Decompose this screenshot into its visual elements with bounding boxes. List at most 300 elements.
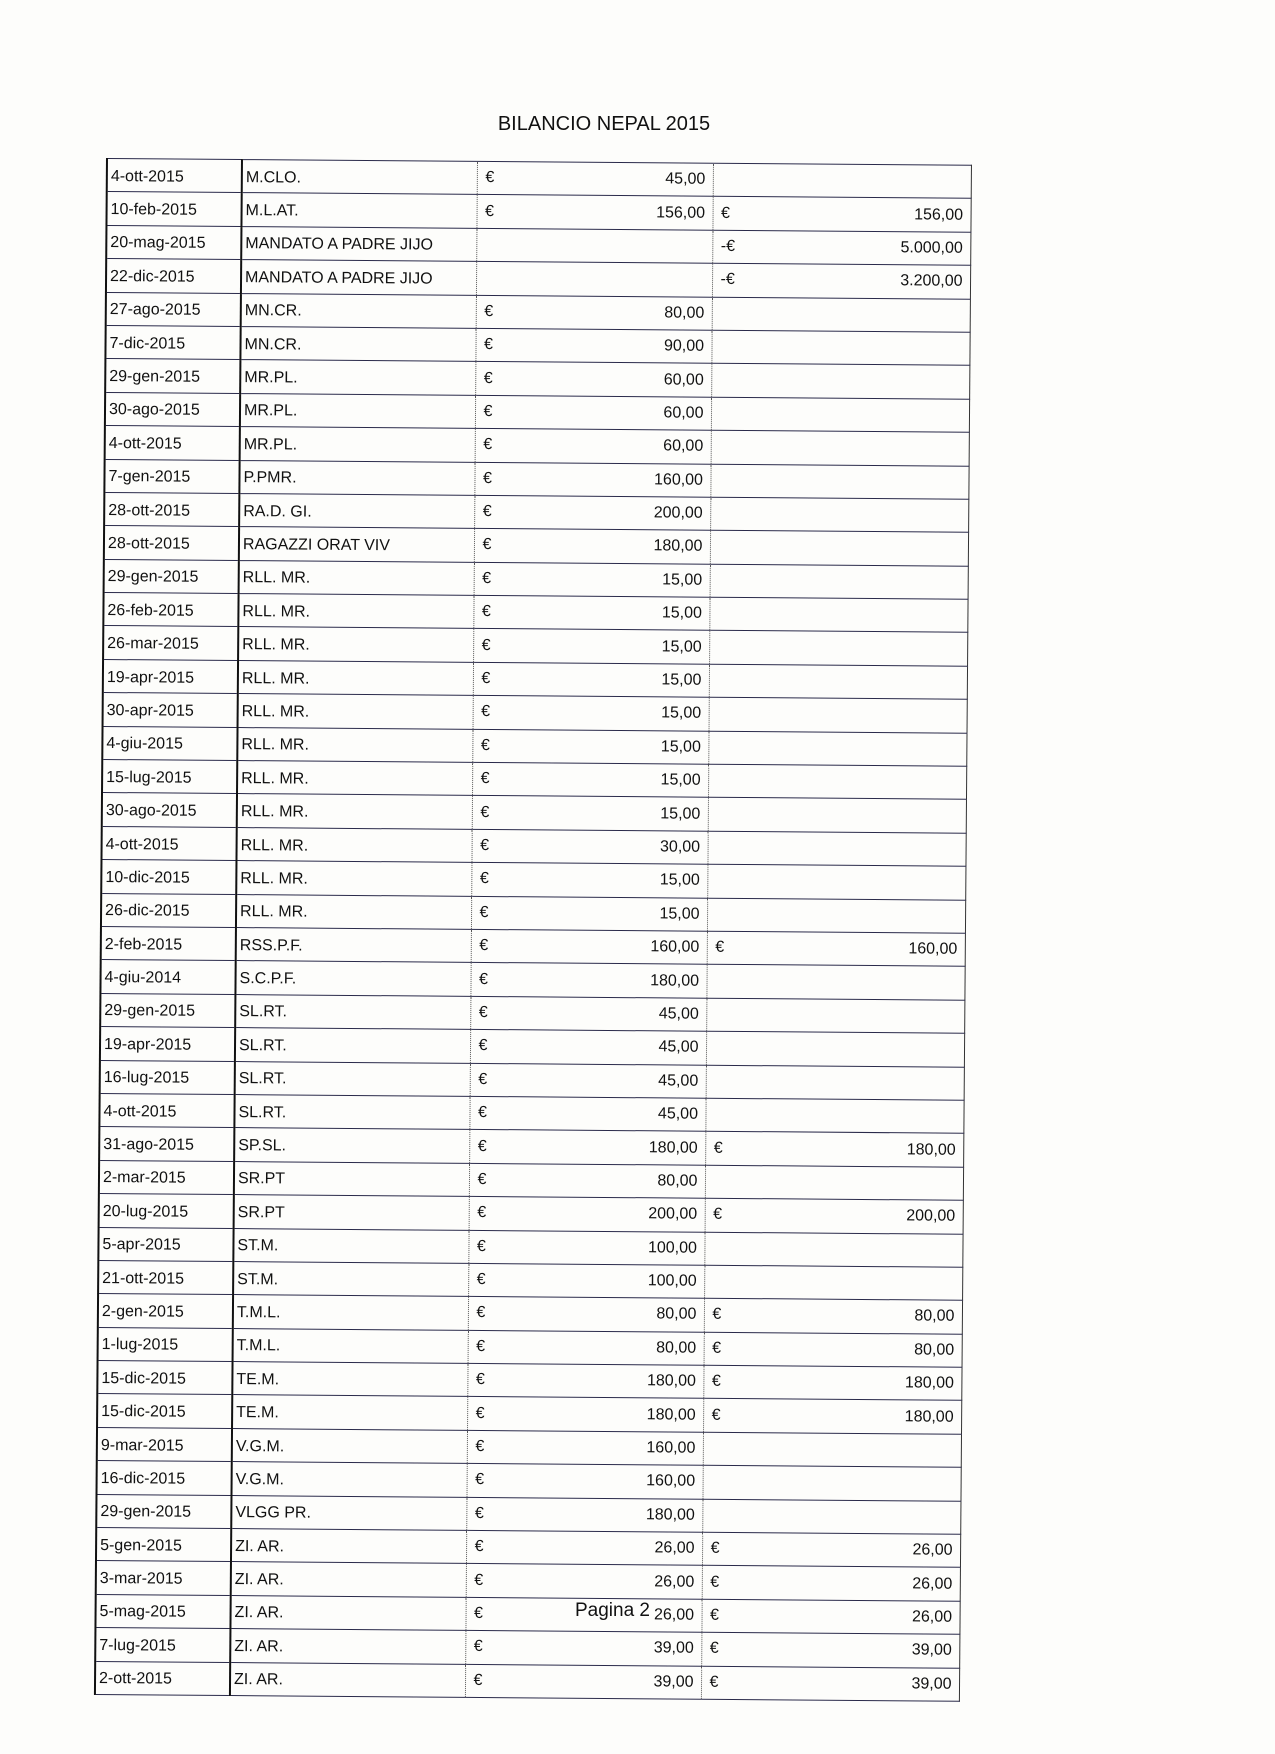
amount-currency: € xyxy=(485,202,495,220)
date-cell xyxy=(106,192,241,226)
description-text: ZI. AR. xyxy=(234,1604,284,1622)
second-amount-cell xyxy=(711,430,969,465)
second-amount-value: 180,00 xyxy=(904,1407,954,1426)
date-text: 28-ott-2015 xyxy=(108,501,191,520)
amount-cell xyxy=(474,562,710,597)
second-amount-currency: € xyxy=(715,938,725,957)
amount-currency: € xyxy=(475,1371,485,1389)
second-amount-cell xyxy=(710,464,968,499)
amount-cell xyxy=(469,1096,705,1131)
description-cell xyxy=(236,861,471,896)
description-cell xyxy=(235,994,470,1029)
amount-value: 39,00 xyxy=(653,1673,694,1691)
amount-currency: € xyxy=(473,1671,483,1689)
description-cell xyxy=(232,1362,467,1397)
amount-value: 15,00 xyxy=(660,771,701,789)
amount-value: 80,00 xyxy=(656,1339,697,1357)
description-cell xyxy=(234,1195,469,1230)
amount-value: 15,00 xyxy=(659,905,700,923)
amount-value: 15,00 xyxy=(660,738,701,756)
second-amount-value: 26,00 xyxy=(912,1574,953,1593)
second-amount-cell xyxy=(708,764,966,799)
amount-cell xyxy=(467,1397,703,1432)
date-cell xyxy=(106,292,241,326)
amount-currency: € xyxy=(475,1471,485,1489)
amount-cell xyxy=(474,495,710,530)
second-amount-cell xyxy=(706,1065,964,1100)
description-text: VLGG PR. xyxy=(235,1504,312,1522)
amount-currency: € xyxy=(473,1638,483,1656)
second-amount-currency: € xyxy=(709,1673,719,1691)
date-cell xyxy=(99,1127,234,1161)
date-cell xyxy=(96,1527,231,1561)
second-amount-currency: € xyxy=(721,204,731,222)
description-text: RLL. MR. xyxy=(241,769,309,788)
amount-currency: € xyxy=(477,1137,487,1155)
description-cell xyxy=(232,1395,467,1430)
amount-value: 60,00 xyxy=(663,437,704,456)
amount-value: 15,00 xyxy=(661,604,703,622)
date-cell xyxy=(99,1194,234,1228)
date-text: 26-feb-2015 xyxy=(107,601,194,620)
amount-cell xyxy=(465,1664,701,1699)
second-amount-value: 26,00 xyxy=(912,1541,953,1559)
date-cell xyxy=(98,1260,233,1294)
amount-value: 200,00 xyxy=(648,1205,698,1223)
second-amount-cell xyxy=(702,1566,960,1601)
page-number: Pagina 2 xyxy=(574,1600,650,1621)
amount-cell xyxy=(469,1196,705,1231)
description-cell xyxy=(238,660,473,695)
date-cell xyxy=(103,659,238,693)
second-amount-cell xyxy=(709,597,967,632)
amount-currency: € xyxy=(482,569,492,587)
second-amount-currency: € xyxy=(711,1406,721,1424)
date-text: 10-dic-2015 xyxy=(105,868,190,887)
date-text: 4-ott-2015 xyxy=(103,1102,177,1121)
amount-currency: € xyxy=(483,336,494,354)
date-cell xyxy=(103,693,238,727)
description-text: MANDATO A PADRE JIJO xyxy=(244,268,433,288)
second-amount-cell xyxy=(710,564,968,599)
amount-cell xyxy=(466,1564,702,1599)
date-text: 4-ott-2015 xyxy=(110,167,184,186)
date-cell xyxy=(104,459,239,493)
amount-value: 180,00 xyxy=(650,971,700,990)
date-cell xyxy=(97,1461,232,1495)
description-text: P.PMR. xyxy=(243,469,297,487)
amount-cell xyxy=(472,729,708,764)
amount-currency: € xyxy=(485,169,495,187)
amount-currency: € xyxy=(481,703,491,721)
date-text: 19-apr-2015 xyxy=(106,668,195,687)
description-text: SL.RT. xyxy=(239,1003,288,1021)
amount-value: 200,00 xyxy=(653,504,703,522)
description-cell xyxy=(239,560,474,595)
amount-value: 60,00 xyxy=(663,404,704,422)
amount-value: 90,00 xyxy=(663,337,705,355)
amount-currency: € xyxy=(474,1604,484,1622)
description-cell xyxy=(240,393,475,428)
description-cell xyxy=(230,1629,465,1664)
amount-cell xyxy=(471,829,707,864)
date-text: 16-dic-2015 xyxy=(100,1469,186,1488)
amount-cell xyxy=(473,696,709,731)
description-text: RLL. MR. xyxy=(240,869,308,888)
second-amount-currency: € xyxy=(711,1373,721,1391)
date-text: 21-ott-2015 xyxy=(102,1269,185,1288)
description-cell xyxy=(233,1261,468,1296)
description-cell xyxy=(238,594,473,629)
amount-currency: € xyxy=(474,1538,484,1556)
description-cell xyxy=(238,627,473,662)
date-cell xyxy=(105,426,240,460)
second-amount-currency: € xyxy=(709,1640,719,1658)
amount-value: 15,00 xyxy=(660,804,701,823)
description-text: T.M.L. xyxy=(236,1337,281,1355)
second-amount-cell xyxy=(707,931,965,966)
date-cell xyxy=(104,526,239,560)
amount-cell xyxy=(473,662,709,697)
second-amount-cell xyxy=(706,1031,964,1066)
amount-cell xyxy=(467,1430,703,1465)
date-cell xyxy=(101,893,236,927)
amount-cell xyxy=(470,1030,706,1065)
description-text: RLL. MR. xyxy=(241,669,310,688)
description-text: TE.M. xyxy=(236,1404,279,1422)
second-amount-cell xyxy=(712,197,970,232)
amount-value: 15,00 xyxy=(659,871,700,890)
amount-currency: € xyxy=(478,970,489,988)
description-cell xyxy=(239,527,474,562)
amount-currency: € xyxy=(476,1237,486,1255)
description-text: ZI. AR. xyxy=(235,1537,285,1556)
description-text: M.CLO. xyxy=(245,168,302,187)
date-cell xyxy=(103,593,238,627)
amount-cell xyxy=(477,161,713,196)
amount-value: 100,00 xyxy=(647,1272,697,1290)
amount-currency: € xyxy=(480,770,490,788)
description-cell xyxy=(237,761,472,796)
date-text: 3-mar-2015 xyxy=(99,1570,183,1588)
amount-cell xyxy=(471,929,707,964)
amount-currency: € xyxy=(480,803,490,821)
amount-cell xyxy=(476,195,712,230)
description-text: MANDATO A PADRE JIJO xyxy=(245,235,433,255)
description-text: MN.CR. xyxy=(244,335,302,354)
amount-currency: € xyxy=(481,603,491,621)
amount-value: 180,00 xyxy=(646,1405,696,1424)
amount-cell xyxy=(469,1163,705,1198)
second-amount-cell xyxy=(705,1198,963,1233)
date-text: 10-feb-2015 xyxy=(110,201,197,219)
description-text: T.M.L. xyxy=(236,1304,281,1322)
description-text: TE.M. xyxy=(236,1370,280,1389)
date-text: 5-apr-2015 xyxy=(102,1236,181,1254)
amount-cell xyxy=(474,462,710,497)
second-amount-cell xyxy=(701,1632,959,1667)
date-cell xyxy=(102,793,237,827)
amount-currency: € xyxy=(480,836,490,855)
date-cell xyxy=(105,392,240,426)
description-cell xyxy=(231,1495,466,1530)
date-text: 22-dic-2015 xyxy=(110,267,195,286)
date-cell xyxy=(105,325,240,359)
description-text: SR.PT xyxy=(237,1203,285,1222)
amount-cell xyxy=(468,1297,704,1332)
second-amount-cell xyxy=(711,364,969,399)
amount-value: 160,00 xyxy=(653,471,704,489)
description-text: SR.PT xyxy=(237,1170,286,1188)
amount-currency: € xyxy=(474,1504,484,1522)
description-cell xyxy=(239,460,474,495)
date-cell xyxy=(100,1060,235,1094)
amount-value: 26,00 xyxy=(654,1539,695,1557)
amount-currency: € xyxy=(476,1304,486,1322)
amount-cell xyxy=(472,762,708,797)
description-text: V.G.M. xyxy=(235,1437,285,1455)
amount-cell xyxy=(470,963,706,998)
date-cell xyxy=(99,1093,234,1127)
amount-value: 45,00 xyxy=(665,170,706,188)
second-amount-value: 180,00 xyxy=(906,1140,956,1159)
amount-value: 15,00 xyxy=(661,704,702,723)
second-amount-currency: € xyxy=(710,1573,720,1591)
date-cell xyxy=(100,960,235,994)
date-cell xyxy=(104,492,239,526)
description-cell xyxy=(234,1128,469,1163)
date-cell xyxy=(97,1427,232,1461)
date-cell xyxy=(99,1160,234,1194)
second-amount-currency: -€ xyxy=(720,271,735,289)
amount-cell xyxy=(466,1497,702,1532)
amount-value: 15,00 xyxy=(662,571,703,589)
second-amount-cell xyxy=(708,731,966,766)
description-cell xyxy=(237,794,472,829)
amount-cell xyxy=(471,863,707,898)
second-amount-currency: € xyxy=(713,1139,723,1157)
amount-value: 160,00 xyxy=(646,1439,696,1457)
description-cell xyxy=(241,193,476,228)
date-cell xyxy=(98,1327,233,1361)
description-cell xyxy=(233,1295,468,1330)
amount-value: 180,00 xyxy=(645,1506,695,1524)
description-text: MN.CR. xyxy=(244,302,302,320)
description-text: MR.PL. xyxy=(243,402,298,420)
description-text: SL.RT. xyxy=(238,1103,287,1122)
description-text: M.L.AT. xyxy=(245,202,299,220)
amount-value: 180,00 xyxy=(648,1138,698,1157)
date-cell xyxy=(105,359,240,393)
second-amount-cell xyxy=(712,230,970,265)
description-cell xyxy=(242,160,477,195)
amount-currency: € xyxy=(474,1571,484,1589)
amount-cell xyxy=(467,1363,703,1398)
date-text: 4-giu-2015 xyxy=(106,735,183,753)
date-text: 27-ago-2015 xyxy=(109,301,201,319)
date-text: 4-ott-2015 xyxy=(105,835,179,854)
description-text: S.C.P.F. xyxy=(239,970,297,988)
second-amount-currency: € xyxy=(712,1306,722,1324)
date-text: 2-ott-2015 xyxy=(98,1670,173,1688)
date-cell xyxy=(101,860,236,894)
description-cell xyxy=(233,1328,468,1363)
amount-value: 160,00 xyxy=(646,1472,696,1491)
amount-currency: € xyxy=(479,870,489,888)
amount-value: 45,00 xyxy=(658,1072,699,1090)
balance-table-body xyxy=(95,159,971,1702)
amount-cell xyxy=(468,1330,704,1365)
date-cell xyxy=(95,1628,230,1662)
second-amount-value: 200,00 xyxy=(906,1207,956,1225)
second-amount-cell xyxy=(710,531,968,566)
amount-cell xyxy=(475,362,711,397)
amount-value: 15,00 xyxy=(661,638,702,656)
date-text: 28-ott-2015 xyxy=(107,535,190,553)
second-amount-currency: € xyxy=(712,1339,722,1357)
date-cell xyxy=(100,1027,235,1061)
amount-value: 80,00 xyxy=(664,304,705,322)
second-amount-currency: € xyxy=(710,1539,720,1558)
description-text: ZI. AR. xyxy=(233,1671,284,1689)
amount-currency: € xyxy=(476,1271,486,1289)
second-amount-currency: -€ xyxy=(720,237,736,255)
description-cell xyxy=(236,827,471,862)
description-cell xyxy=(233,1228,468,1263)
amount-currency: € xyxy=(484,302,494,320)
description-text: ZI. AR. xyxy=(234,1637,284,1656)
second-amount-cell xyxy=(709,664,967,699)
amount-value: 180,00 xyxy=(646,1372,696,1390)
amount-currency: € xyxy=(482,503,492,521)
second-amount-value: 80,00 xyxy=(914,1341,955,1359)
description-cell xyxy=(234,1161,469,1196)
description-text: ST.M. xyxy=(237,1237,279,1255)
date-text: 1-lug-2015 xyxy=(101,1336,179,1354)
amount-value: 45,00 xyxy=(658,1038,699,1057)
date-text: 2-mar-2015 xyxy=(102,1169,186,1188)
second-amount-cell xyxy=(711,330,969,365)
second-amount-cell xyxy=(703,1365,961,1400)
second-amount-cell xyxy=(702,1499,960,1534)
amount-cell xyxy=(468,1230,704,1265)
second-amount-value: 3.200,00 xyxy=(900,272,963,291)
date-cell xyxy=(102,760,237,794)
description-cell xyxy=(231,1529,466,1564)
amount-value: 45,00 xyxy=(657,1105,699,1123)
second-amount-currency: € xyxy=(710,1606,720,1624)
second-amount-cell xyxy=(705,1098,963,1133)
date-cell xyxy=(102,726,237,760)
amount-cell xyxy=(473,629,709,664)
description-cell xyxy=(241,293,476,328)
description-text: RLL. MR. xyxy=(240,903,308,921)
amount-cell xyxy=(475,395,711,430)
amount-currency: € xyxy=(482,469,492,487)
date-cell xyxy=(96,1494,231,1528)
date-cell xyxy=(106,225,241,259)
date-text: 5-mag-2015 xyxy=(99,1603,186,1622)
description-text: SL.RT. xyxy=(238,1070,287,1088)
amount-currency: € xyxy=(477,1204,487,1222)
second-amount-cell xyxy=(704,1265,962,1300)
second-amount-cell xyxy=(711,397,969,432)
description-text: MR.PL. xyxy=(243,435,298,454)
description-text: RLL. MR. xyxy=(242,602,311,621)
description-text: RLL. MR. xyxy=(242,569,311,587)
description-cell xyxy=(232,1428,467,1463)
date-text: 7-gen-2015 xyxy=(108,468,191,486)
amount-cell xyxy=(471,896,707,931)
description-text: V.G.M. xyxy=(235,1470,285,1489)
amount-cell xyxy=(466,1464,702,1499)
description-cell xyxy=(234,1094,469,1129)
second-amount-cell xyxy=(710,497,968,532)
second-amount-cell xyxy=(706,998,964,1033)
date-text: 7-dic-2015 xyxy=(109,334,186,353)
date-text: 16-lug-2015 xyxy=(103,1069,190,1087)
amount-cell xyxy=(476,262,712,297)
amount-currency: € xyxy=(479,903,489,921)
date-text: 29-gen-2015 xyxy=(100,1503,192,1522)
description-text: RLL. MR. xyxy=(242,636,310,654)
amount-currency: € xyxy=(481,636,491,654)
description-cell xyxy=(230,1662,465,1697)
description-cell xyxy=(240,327,475,362)
date-cell xyxy=(107,159,242,193)
second-amount-cell xyxy=(707,898,965,933)
amount-value: 100,00 xyxy=(647,1238,698,1257)
description-cell xyxy=(235,1028,470,1063)
second-amount-cell xyxy=(709,698,967,733)
description-text: RLL. MR. xyxy=(240,803,309,821)
amount-cell xyxy=(470,1063,706,1098)
date-text: 20-lug-2015 xyxy=(102,1202,189,1221)
date-text: 29-gen-2015 xyxy=(109,368,201,386)
description-cell xyxy=(241,226,476,261)
amount-currency: € xyxy=(478,1070,488,1088)
document-title: BILANCIO NEPAL 2015 xyxy=(497,113,711,135)
description-text: ST.M. xyxy=(237,1270,279,1288)
second-amount-cell xyxy=(706,965,964,1000)
second-amount-value: 5.000,00 xyxy=(900,239,963,257)
amount-currency: € xyxy=(483,402,493,420)
amount-cell xyxy=(474,529,710,564)
second-amount-value: 160,00 xyxy=(908,940,958,958)
amount-currency: € xyxy=(478,1037,488,1055)
date-cell xyxy=(106,259,241,293)
description-cell xyxy=(232,1462,467,1497)
second-amount-value: 156,00 xyxy=(914,205,964,224)
description-cell xyxy=(239,493,474,528)
description-cell xyxy=(235,1061,470,1096)
date-text: 31-ago-2015 xyxy=(103,1136,195,1154)
date-text: 4-ott-2015 xyxy=(108,434,182,453)
amount-cell xyxy=(466,1530,702,1565)
amount-cell xyxy=(472,796,708,831)
date-text: 4-giu-2014 xyxy=(104,969,182,987)
description-text: ZI. AR. xyxy=(234,1571,284,1589)
second-amount-cell xyxy=(705,1132,963,1167)
date-text: 29-gen-2015 xyxy=(107,568,199,587)
description-text: RSS.P.F. xyxy=(239,936,303,955)
amount-value: 15,00 xyxy=(661,671,702,689)
amount-value: 80,00 xyxy=(656,1305,697,1324)
second-amount-currency: € xyxy=(713,1206,723,1224)
date-cell xyxy=(101,926,236,960)
balance-table xyxy=(94,158,972,1702)
amount-currency: € xyxy=(482,536,492,554)
